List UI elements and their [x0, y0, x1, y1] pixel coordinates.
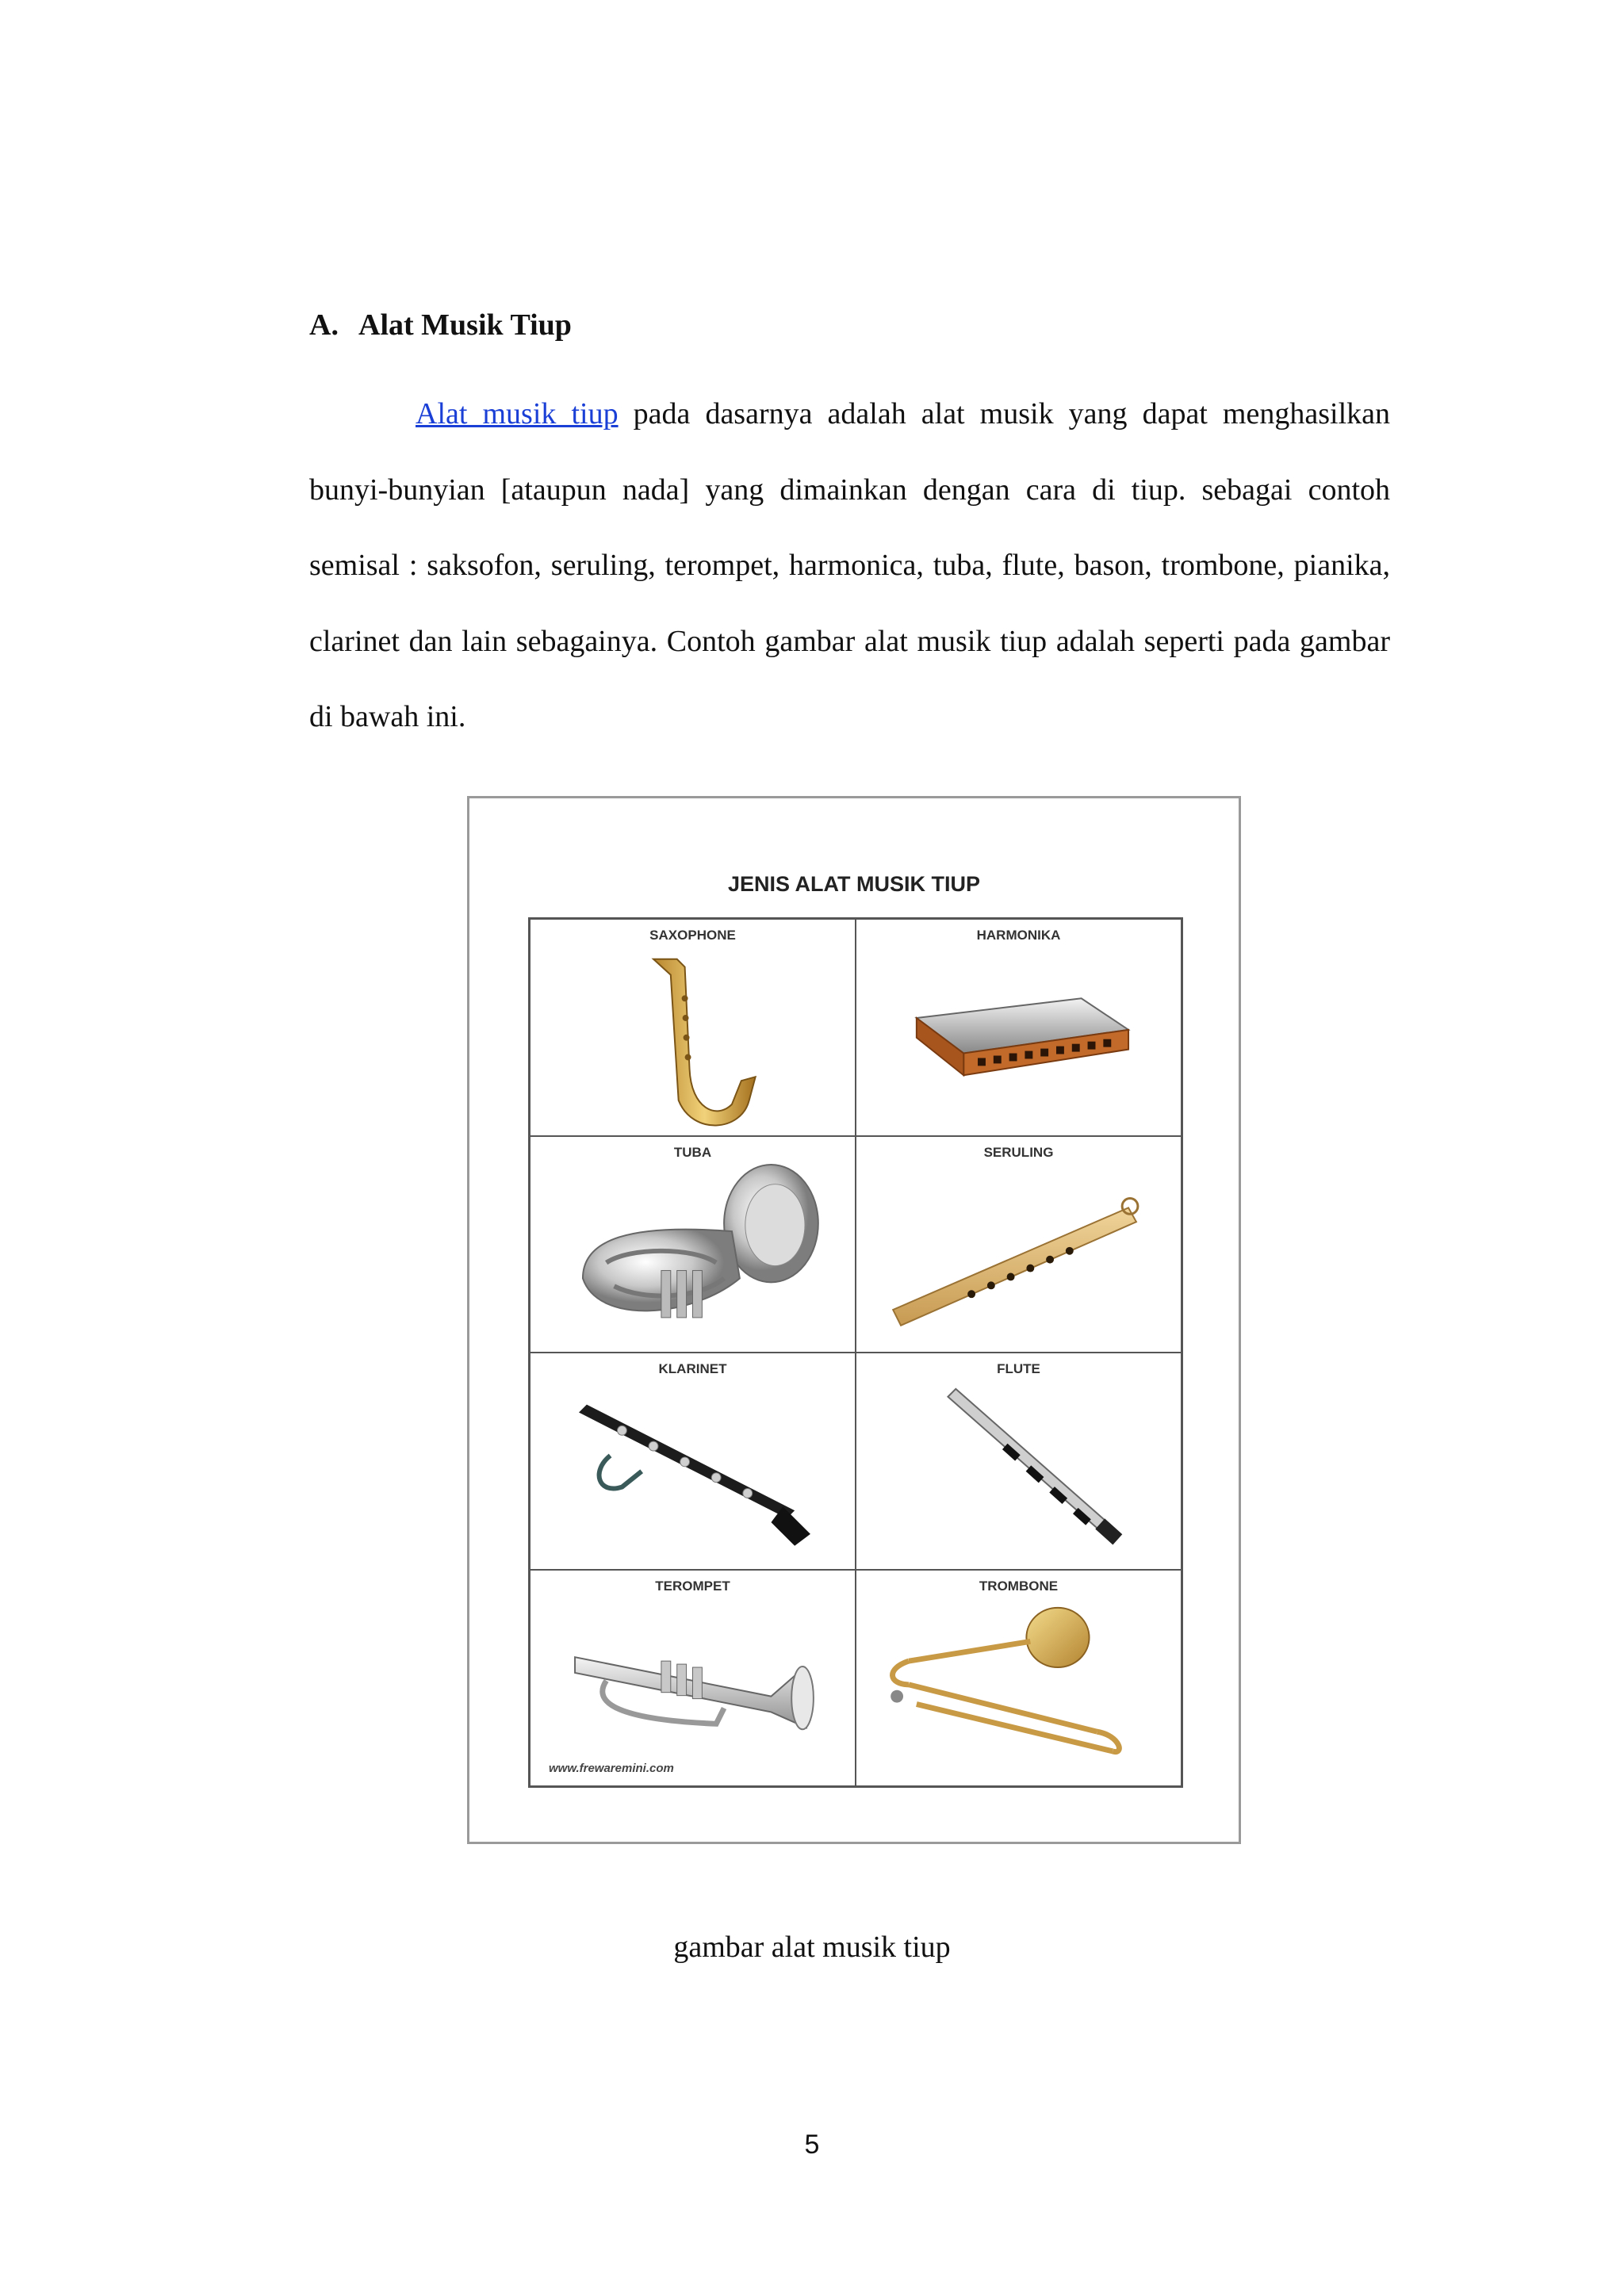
- cell-harmonica: [856, 919, 1182, 1136]
- section-number: A.: [309, 308, 339, 342]
- cell-label: TEROMPET: [655, 1578, 730, 1594]
- section-title: Alat Musik Tiup: [358, 308, 572, 342]
- cell-label: FLUTE: [997, 1361, 1040, 1376]
- instrument-figure: [467, 796, 1241, 1844]
- tuba-icon: [530, 1161, 855, 1349]
- figure-title: JENIS ALAT MUSIK TIUP: [727, 872, 980, 896]
- instrument-grid: [528, 917, 1183, 1788]
- section-heading: [309, 308, 572, 342]
- paragraph-text: pada dasarnya adalah alat musik yang dapat menghasilkan bunyi-bunyian [ataupun nada] yang dimainkan dengan cara di tiup. sebagai contoh semisal : saksofon, seruling, terompet, harmonica, tuba, flute, bason, trombone, pianika, clarinet dan lain sebagainya. Contoh gambar alat musik tiup adalah seperti pada gambar di bawah ini.: [309, 397, 1390, 733]
- body-paragraph: [309, 377, 1390, 756]
- cell-label: TUBA: [673, 1144, 712, 1160]
- cell-trombone: [856, 1570, 1182, 1787]
- cell-label: HARMONIKA: [976, 928, 1061, 943]
- cell-klarinet: [530, 1353, 856, 1570]
- figure-caption: gambar alat musik tiup: [673, 1931, 951, 1964]
- trombone-icon: [856, 1594, 1181, 1783]
- cell-tuba: [530, 1136, 856, 1353]
- cell-label: KLARINET: [658, 1361, 727, 1376]
- cell-label: TROMBONE: [979, 1578, 1059, 1594]
- flute-icon: [856, 1161, 1181, 1349]
- harmonica-icon: [856, 943, 1181, 1132]
- cell-saxophone: [530, 919, 856, 1136]
- cell-seruling: [856, 1136, 1182, 1353]
- alat-musik-tiup-link[interactable]: Alat musik tiup: [416, 397, 619, 430]
- figure-watermark: www.frewaremini.com: [549, 1762, 674, 1775]
- cell-terompet: [530, 1570, 856, 1787]
- saxophone-icon: [530, 943, 855, 1132]
- trumpet-icon: [530, 1594, 855, 1783]
- clarinet-icon: [530, 1377, 855, 1566]
- cell-flute: [856, 1353, 1182, 1570]
- cell-label: SAXOPHONE: [649, 928, 736, 943]
- flute-icon: [856, 1377, 1181, 1566]
- cell-label: SERULING: [983, 1144, 1054, 1160]
- page-number: 5: [804, 2130, 820, 2160]
